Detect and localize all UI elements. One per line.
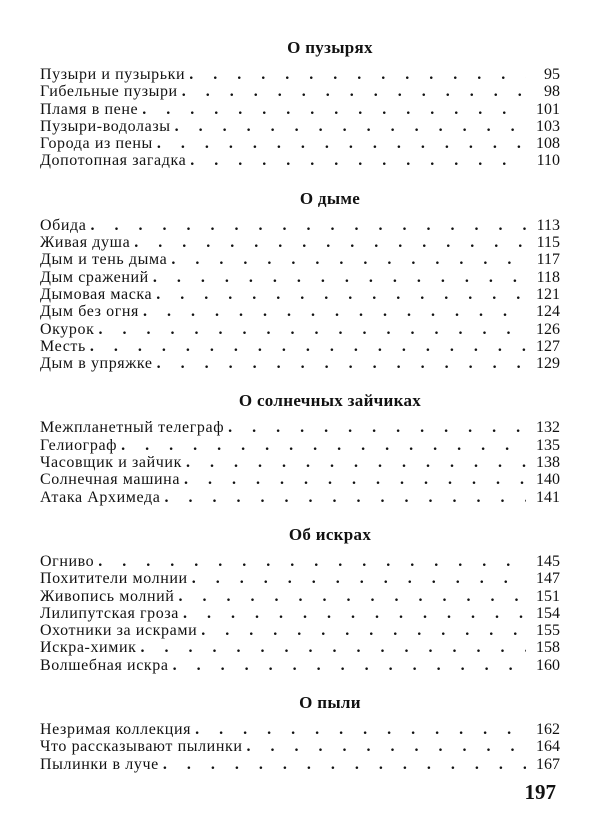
entry-title: Живопись молний [40,587,175,605]
entry-title: Обида [40,216,87,234]
dot-leader [201,622,526,639]
toc-entry [40,338,560,355]
entry-title: Солнечная машина [40,471,181,489]
entry-page: 108 [536,135,560,153]
entry-page: 145 [536,552,560,570]
dot-leader [157,135,526,152]
entry-title: Похитители молнии [40,570,188,588]
dot-leader [183,605,526,622]
dot-leader [192,570,526,587]
entry-list [40,66,560,170]
entry-page: 132 [536,419,560,437]
dot-leader [157,355,526,372]
section-sparks [40,523,560,674]
entry-page: 129 [536,355,560,373]
toc-entry [40,419,560,436]
entry-title: Пламя в пене [40,100,139,118]
toc-entry [40,152,560,169]
entry-list [40,419,560,505]
toc-entry [40,738,560,755]
entry-page: 127 [536,337,560,355]
dot-leader [163,756,526,773]
entry-page: 154 [536,604,560,622]
entry-page: 98 [544,83,560,101]
entry-page: 164 [536,738,560,756]
toc-entry [40,321,560,338]
entry-list [40,721,560,773]
dot-leader [228,419,526,436]
entry-page: 140 [536,471,560,489]
dot-leader [121,437,526,454]
entry-page: 155 [536,622,560,640]
toc-entry [40,489,560,506]
entry-list [40,217,560,373]
section-gap [40,170,560,187]
dot-leader [189,66,526,83]
entry-page: 103 [536,117,560,135]
page-number: 197 [524,780,556,804]
entry-title: Дым сражений [40,268,149,286]
entry-page: 167 [536,755,560,773]
dot-leader [171,251,526,268]
entry-page: 124 [536,303,560,321]
toc-entry [40,234,560,251]
section-title: О дыме [299,188,361,208]
dot-leader [143,303,526,320]
toc-entry [40,437,560,454]
section-smoke [40,187,560,373]
dot-leader [98,321,526,338]
section-title: О солнечных зайчиках [238,391,422,411]
dot-leader [140,639,526,656]
toc-entry [40,251,560,268]
entry-title: Дым в упряжке [40,355,153,373]
dot-leader [142,101,526,118]
entry-title: Дым без огня [40,303,140,321]
dot-leader [182,83,526,100]
entry-title: Города из пены [40,135,153,153]
dot-leader [173,657,526,674]
dot-leader [190,152,526,169]
toc-entry [40,657,560,674]
toc-entry [40,570,560,587]
dot-leader [164,489,526,506]
toc-entry [40,588,560,605]
entry-page: 101 [536,100,560,118]
entry-title: Дымовая маска [40,285,153,303]
entry-page: 141 [536,488,560,506]
entry-title: Что рассказывают пылинки [40,738,243,756]
entry-title: Пузыри-водолазы [40,117,171,135]
section-title: Об искрах [288,524,372,544]
dot-leader [186,454,526,471]
toc-entry [40,66,560,83]
toc-entry [40,622,560,639]
dot-leader [175,118,526,135]
entry-title: Лилипутская гроза [40,604,179,622]
section-gap [40,506,560,523]
dot-leader [195,721,526,738]
dot-leader [134,234,526,251]
section-dust [40,691,560,773]
entry-page: 162 [536,721,560,739]
toc-entry [40,454,560,471]
entry-title: Окурок [40,320,95,338]
entry-title: Незримая коллекция [40,721,192,739]
toc-entry [40,101,560,118]
toc-entry [40,83,560,100]
entry-page: 115 [536,234,560,252]
toc-entry [40,471,560,488]
entry-title: Допотопная загадка [40,152,187,170]
section-title: О пузырях [287,38,373,57]
toc-entry [40,135,560,152]
entry-title: Гелиограф [40,436,118,454]
entry-page: 158 [536,639,560,657]
section-sun-reflections [40,389,560,505]
toc-entry [40,269,560,286]
dot-leader [247,738,526,755]
entry-title: Гибельные пузыри [40,83,178,101]
entry-title: Атака Архимеда [40,488,161,506]
toc-entry [40,118,560,135]
section-bubbles [40,36,560,170]
entry-title: Огниво [40,552,95,570]
entry-page: 118 [536,268,560,286]
entry-title: Дым и тень дыма [40,251,168,269]
entry-title: Охотники за искрами [40,622,198,640]
entry-list [40,553,560,674]
entry-page: 135 [536,436,560,454]
section-gap [40,372,560,389]
entry-title: Живая душа [40,234,131,252]
toc-entry [40,553,560,570]
toc-entry [40,286,560,303]
table-of-contents [40,36,560,773]
dot-leader [90,338,526,355]
entry-title: Пылинки в луче [40,755,159,773]
entry-page: 147 [536,570,560,588]
entry-title: Часовщик и зайчик [40,454,182,472]
entry-title: Волшебная искра [40,656,169,674]
entry-title: Месть [40,337,86,355]
dot-leader [98,553,526,570]
toc-entry [40,355,560,372]
toc-entry [40,217,560,234]
entry-page: 113 [536,216,560,234]
entry-page: 110 [536,152,560,170]
toc-entry [40,756,560,773]
toc-entry [40,721,560,738]
entry-page: 126 [536,320,560,338]
dot-leader [91,217,527,234]
entry-title: Пузыри и пузырьки [40,66,186,83]
toc-entry [40,303,560,320]
dot-leader [184,471,526,488]
entry-page: 117 [536,251,560,269]
entry-page: 121 [536,285,560,303]
entry-page: 160 [536,656,560,674]
dot-leader [178,588,526,605]
section-title: О пыли [299,693,361,713]
entry-title: Межпланетный телеграф [40,419,225,437]
entry-page: 138 [536,454,560,472]
entry-page: 151 [536,587,560,605]
toc-entry [40,605,560,622]
dot-leader [153,269,526,286]
dot-leader [156,286,526,303]
toc-entry [40,639,560,656]
section-gap [40,674,560,691]
entry-title: Искра-химик [40,639,137,657]
entry-page: 95 [544,66,560,83]
